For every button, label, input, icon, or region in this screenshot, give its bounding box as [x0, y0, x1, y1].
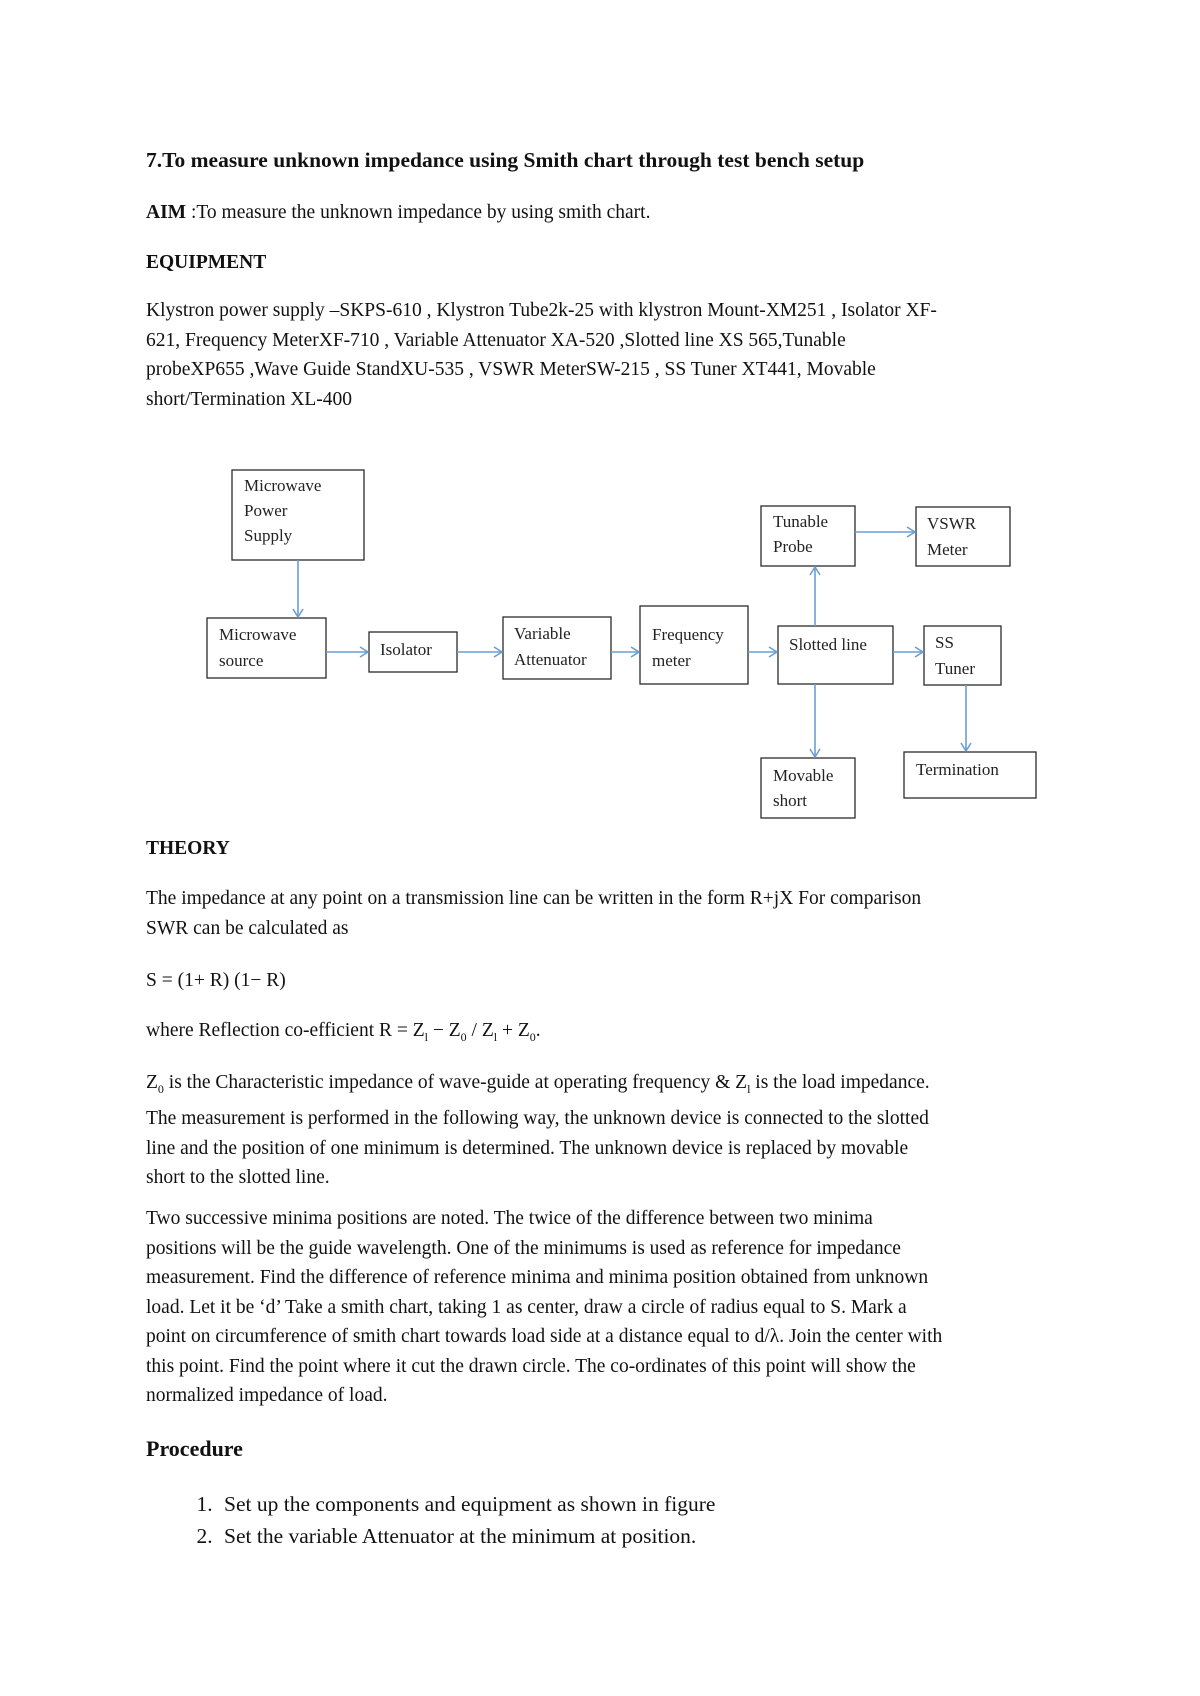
block-label: source	[219, 651, 264, 670]
formula-text: + Z	[497, 1020, 530, 1041]
equipment-heading: EQUIPMENT	[146, 252, 267, 273]
reflection-coefficient-formula	[146, 1016, 1066, 1052]
block-label: Microwave	[244, 476, 322, 495]
isolator-block	[369, 632, 457, 672]
procedure-steps	[146, 1488, 1118, 1552]
block-label: Power	[244, 501, 288, 520]
block-label: Supply	[244, 526, 293, 545]
microwave-source-block	[207, 618, 326, 678]
procedure-heading: Procedure	[146, 1436, 243, 1461]
page-title: 7.To measure unknown impedance using Smith chart through test bench setup	[146, 148, 865, 172]
vswr-meter-block	[916, 507, 1010, 566]
text-line: this point. Find the point where it cut the drawn circle. The co-ordinates of this point will show the	[146, 1355, 916, 1377]
slotted-line-block	[778, 626, 893, 684]
procedure-step: 1. Set up the components and equipment as shown in figure	[218, 1488, 1118, 1520]
text-line: short to the slotted line.	[146, 1167, 330, 1189]
block-label: Termination	[916, 760, 999, 779]
test-bench-diagram	[0, 0, 1200, 840]
block-label: Meter	[927, 540, 968, 559]
block-label: Variable	[514, 624, 571, 643]
theory-paragraph-3	[146, 1068, 1066, 1193]
theory-heading: THEORY	[146, 838, 230, 859]
theory-paragraph-4	[146, 1204, 1066, 1411]
block-label: Microwave	[219, 625, 297, 644]
text-line	[146, 1068, 1066, 1104]
variable-attenuator-block	[503, 617, 611, 679]
block-label: Isolator	[380, 640, 432, 659]
aim-text: :To measure the unknown impedance by using smith chart.	[186, 202, 651, 223]
block-label: meter	[652, 651, 691, 670]
block-label: short	[773, 791, 807, 810]
block-label: Slotted line	[789, 635, 867, 654]
text-line: Two successive minima positions are noted. The twice of the difference between two minima	[146, 1208, 873, 1229]
subscript: 0	[529, 1029, 536, 1044]
frequency-meter-block	[640, 606, 748, 684]
theory-paragraph-1	[146, 884, 1066, 943]
formula-text: − Z	[428, 1020, 461, 1041]
formula-text: Z	[146, 1072, 158, 1093]
block-label: Frequency	[652, 625, 724, 644]
aim-label: AIM	[146, 202, 187, 223]
formula-text: where Reflection co-efficient R = Z	[146, 1020, 425, 1041]
block-label: Tuner	[935, 659, 975, 678]
text-line: SWR can be calculated as	[146, 917, 349, 939]
equipment-line: 621, Frequency MeterXF-710 , Variable Attenuator XA-520 ,Slotted line XS 565,Tunable	[146, 329, 846, 351]
subscript: 0	[460, 1029, 467, 1044]
swr-formula: S = (1+ R) (1− R)	[146, 970, 286, 991]
termination-block	[904, 752, 1036, 798]
formula-text: is the Characteristic impedance of wave-guide at operating frequency & Z	[163, 1072, 748, 1093]
block-label: Tunable	[773, 512, 829, 531]
block-label: Attenuator	[514, 650, 587, 669]
block-label: Probe	[773, 537, 813, 556]
procedure-step: 2. Set the variable Attenuator at the minimum at position.	[218, 1520, 1118, 1552]
equipment-line: probeXP655 ,Wave Guide StandXU-535 , VSWR MeterSW-215 , SS Tuner XT441, Movable	[146, 359, 876, 380]
text-line: positions will be the guide wavelength. One of the minimums is used as reference for impedance	[146, 1237, 901, 1259]
subscript: 0	[157, 1081, 164, 1096]
text-line: line and the position of one minimum is determined. The unknown device is replaced by movable	[146, 1137, 909, 1159]
text-line: measurement. Find the difference of reference minima and minima position obtained from unknown	[146, 1267, 929, 1288]
microwave-power-supply-block	[232, 470, 364, 560]
ss-tuner-block	[924, 626, 1001, 685]
equipment-line: short/Termination XL-400	[146, 388, 353, 410]
text-line: point on circumference of smith chart towards load side at a distance equal to d/λ. Join the center with	[146, 1326, 943, 1347]
tunable-probe-block	[761, 506, 855, 566]
equipment-line: Klystron power supply –SKPS-610 , Klystron Tube2k-25 with klystron Mount-XM251 , Isolator XF-	[146, 300, 937, 321]
block-label: VSWR	[927, 514, 977, 533]
text-line: The measurement is performed in the following way, the unknown device is connected to the slotted	[146, 1108, 929, 1130]
formula-text: / Z	[466, 1020, 494, 1041]
subscript: l	[493, 1029, 498, 1044]
text-line: The impedance at any point on a transmission line can be written in the form R+jX For comparison	[146, 888, 922, 909]
block-label: Movable	[773, 766, 834, 785]
subscript: l	[747, 1081, 751, 1096]
block-label: SS	[935, 633, 954, 652]
text-line: normalized impedance of load.	[146, 1385, 388, 1406]
text-line: load. Let it be ‘d’ Take a smith chart, taking 1 as center, draw a circle of radius equal to S. Mark a	[146, 1296, 907, 1318]
formula-text: .	[535, 1020, 541, 1041]
subscript: l	[424, 1029, 428, 1044]
movable-short-block	[761, 758, 855, 818]
formula-text: is the load impedance.	[750, 1072, 930, 1093]
